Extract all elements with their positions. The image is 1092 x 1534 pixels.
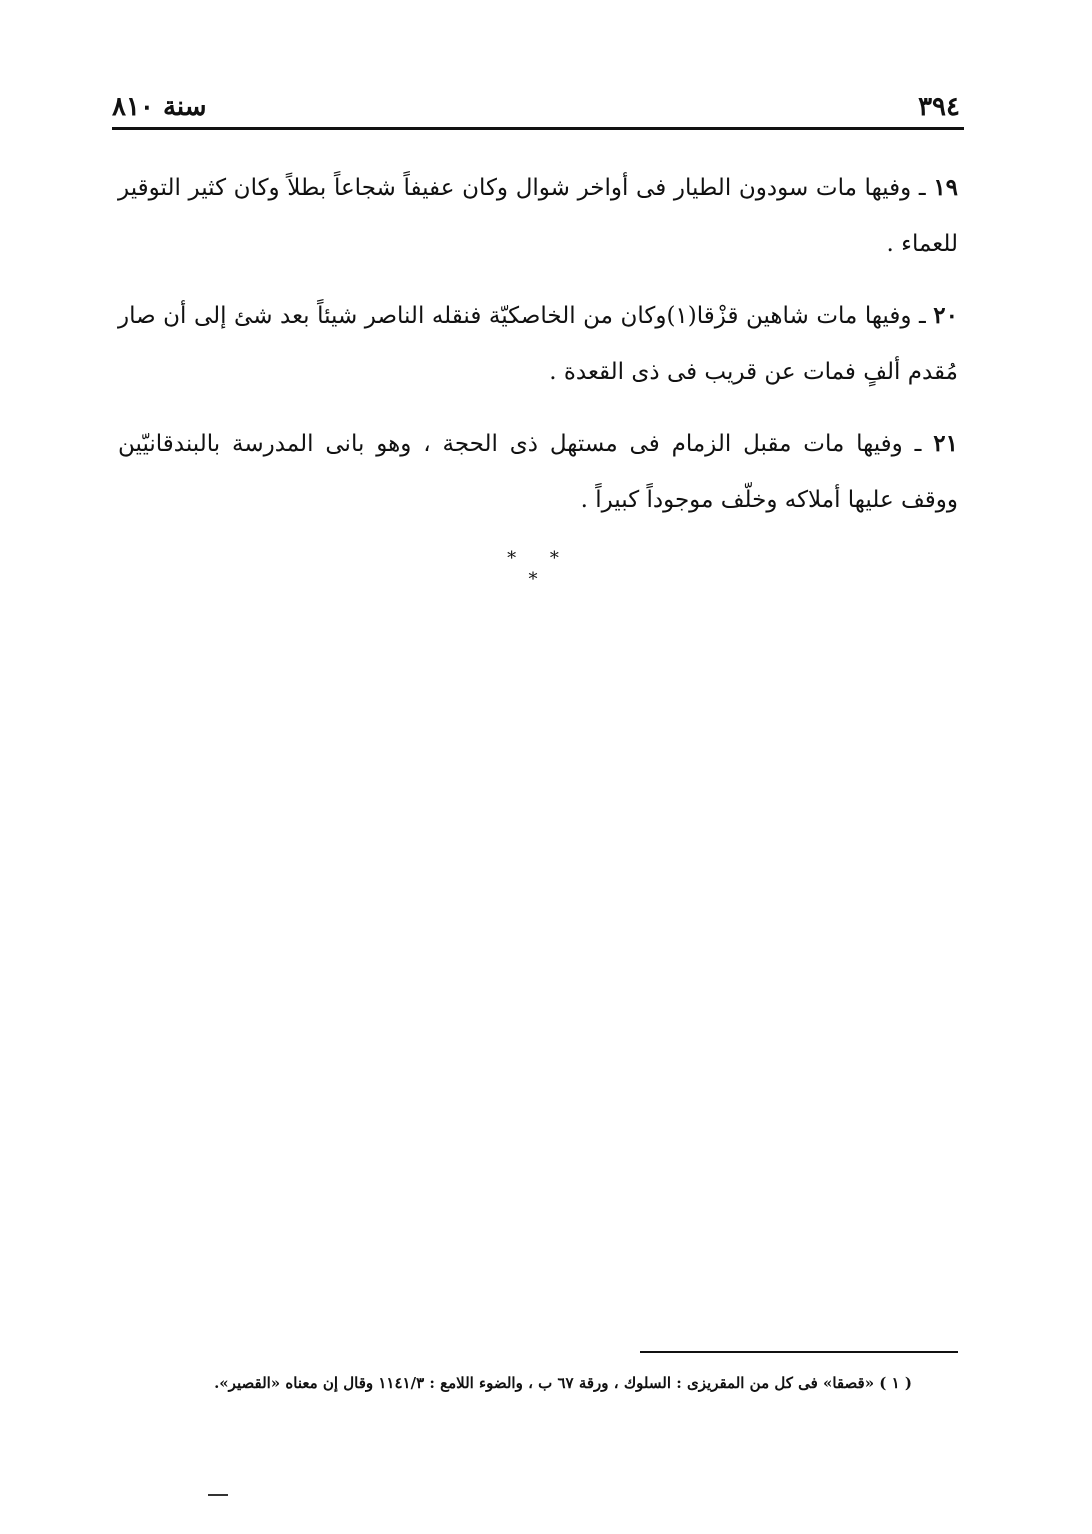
entry-dash: ـ xyxy=(919,303,926,329)
footnote-rule xyxy=(640,1351,958,1353)
entry-number: ٢٠ xyxy=(933,302,959,329)
main-text xyxy=(118,160,958,544)
entry-text: وفيها مات مقبل الزمام فى مستهل ذى الحجة ، وهو بانى المدرسة بالبندقانيّين ووقف عليها أملاكه وخلّف موجوداً كبيراً . xyxy=(118,431,958,513)
entry-dash: ـ xyxy=(914,431,922,457)
entry-paragraph-19 xyxy=(118,160,958,272)
entry-number: ١٩ xyxy=(933,174,959,201)
running-head-year: سنة ٨١٠ xyxy=(112,92,207,122)
entry-dash: ـ xyxy=(918,175,926,201)
entry-number: ٢١ xyxy=(933,430,959,457)
entry-text: وفيها مات شاهين قزْقا(١)وكان من الخاصكيّة فنقله الناصر شيئاً بعد شئ إلى أن صار مُقدم ألفٍ فمات عن قريب فى ذى القعدة . xyxy=(118,303,958,385)
header-rule xyxy=(112,127,964,130)
footnote: ( ١ ) «قصقا» فى كل من المقريزى : السلوك ، ورقة ٦٧ ب ، والضوء اللامع : ١١٤١/٣ وقال إن معناه «القصير». xyxy=(214,1374,912,1392)
section-separator: * * * xyxy=(507,548,573,590)
entry-text: وفيها مات سودون الطيار فى أواخر شوال وكان عفيفاً شجاعاً بطلاً وكان كثير التوقير للعماء . xyxy=(118,175,958,257)
scan-mark xyxy=(208,1494,228,1496)
page-number: ٣٩٤ xyxy=(918,92,960,122)
page-header xyxy=(112,88,960,124)
entry-paragraph-21 xyxy=(118,416,958,528)
entry-paragraph-20 xyxy=(118,288,958,400)
